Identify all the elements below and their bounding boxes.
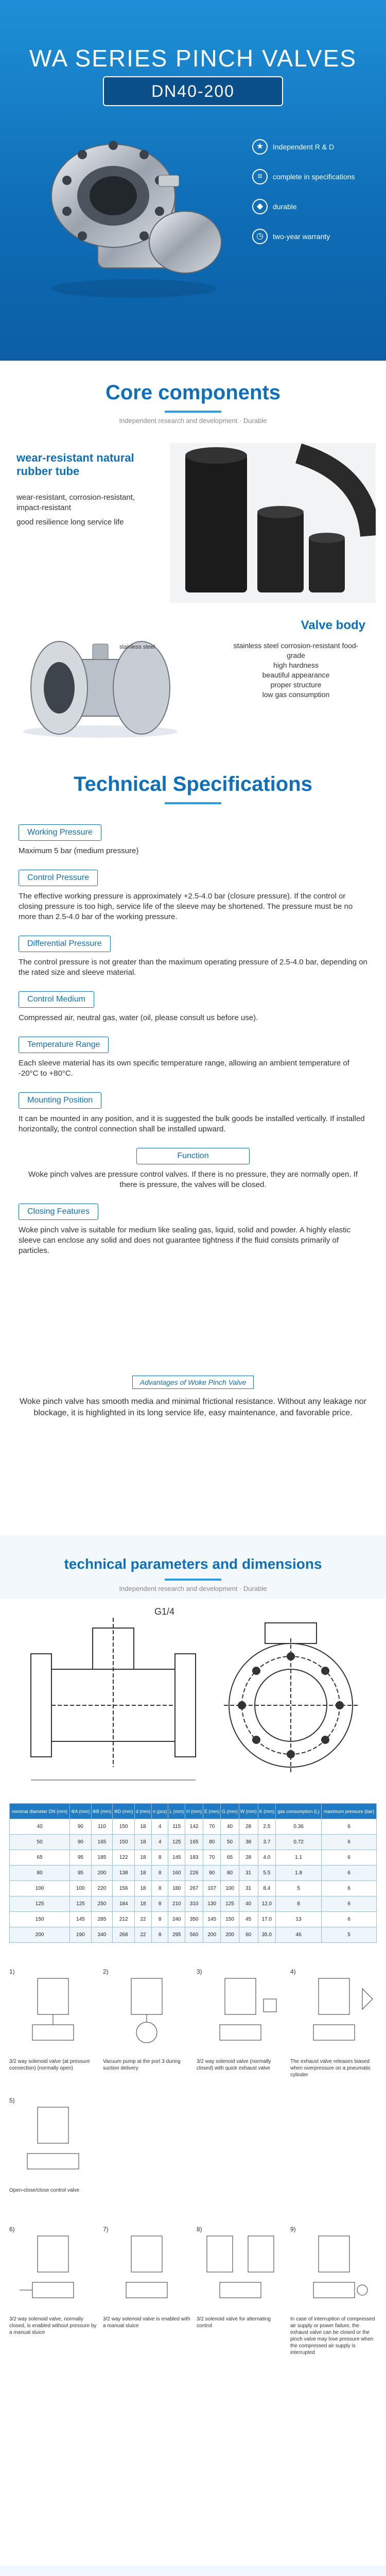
section-title: Core components bbox=[105, 381, 281, 404]
table-cell: 145 bbox=[203, 1912, 221, 1927]
table-cell: 5 bbox=[322, 1927, 377, 1943]
table-cell: 12.0 bbox=[258, 1896, 275, 1912]
body-line: beautiful appearance bbox=[262, 671, 330, 679]
clock-icon: ◷ bbox=[252, 229, 268, 244]
scheme-caption: 3/2 way solenoid valve is enabled with a manual sluice bbox=[103, 2316, 190, 2329]
advantages-box bbox=[19, 1376, 367, 1504]
table-cell: 0.72 bbox=[275, 1835, 321, 1850]
section-subtitle: Independent research and development · Durable bbox=[119, 417, 267, 425]
table-cell: 183 bbox=[185, 1850, 203, 1866]
table-cell: 4.0 bbox=[258, 1850, 275, 1866]
column-header: ΦA (mm) bbox=[70, 1804, 91, 1819]
advantages-text: Woke pinch valve has smooth media and minimal frictional resistance. Without any leakage nor blockage, it is highlighted in its long service life, easy maintenance, and favorable price. bbox=[20, 1397, 366, 1417]
scheme-item bbox=[9, 2226, 97, 2336]
table-cell: 80 bbox=[10, 1866, 70, 1881]
spec-item bbox=[19, 991, 367, 1023]
table-cell: 212 bbox=[113, 1912, 134, 1927]
table-cell: 17.0 bbox=[258, 1912, 275, 1927]
scheme-number: 9) bbox=[290, 2226, 296, 2233]
scheme-diagram bbox=[9, 2226, 97, 2313]
body-line: low gas consumption bbox=[262, 690, 330, 699]
section-heading bbox=[0, 1535, 386, 1599]
feature-label: complete in specifications bbox=[273, 173, 355, 181]
section-heading bbox=[0, 2566, 386, 2576]
table-cell: 6 bbox=[322, 1912, 377, 1927]
body-line: stainless steel corrosion-resistant food-grade bbox=[233, 641, 359, 659]
table-cell: 90 bbox=[203, 1866, 221, 1881]
table-row bbox=[10, 1835, 377, 1850]
table-cell: 18 bbox=[134, 1819, 151, 1835]
table-cell: 180 bbox=[168, 1881, 185, 1896]
spec-tag: Function bbox=[136, 1148, 250, 1164]
table-cell: 145 bbox=[70, 1912, 91, 1927]
table-row bbox=[10, 1881, 377, 1896]
spec-tag: Differential Pressure bbox=[19, 936, 111, 952]
scheme-diagram bbox=[103, 2226, 190, 2313]
troubleshooting-section bbox=[0, 2566, 386, 2576]
table-cell: 1.1 bbox=[275, 1850, 321, 1866]
scheme-item bbox=[197, 2226, 284, 2329]
table-cell: 310 bbox=[185, 1896, 203, 1912]
table-cell: 110 bbox=[91, 1819, 113, 1835]
table-cell: 90 bbox=[70, 1835, 91, 1850]
scheme-caption: The exhaust valve releases biased when overpressure on a pneumatic cylinder bbox=[290, 2059, 371, 2078]
title-underline bbox=[165, 1579, 221, 1581]
spec-item bbox=[19, 870, 367, 922]
scheme-number: 3) bbox=[197, 1968, 202, 1975]
valve-body-title: Valve body bbox=[301, 618, 365, 632]
table-row bbox=[10, 1850, 377, 1866]
scheme-diagram bbox=[290, 1968, 378, 2056]
table-cell: 3.7 bbox=[258, 1835, 275, 1850]
feature-item bbox=[252, 229, 371, 244]
spec-text: Compressed air, neutral gas, water (oil, please consult us before use). bbox=[19, 1013, 258, 1022]
table-cell: 6 bbox=[322, 1866, 377, 1881]
tube-description bbox=[16, 493, 150, 532]
port-label: G1/4 bbox=[154, 1606, 175, 1617]
table-cell: 40 bbox=[239, 1896, 258, 1912]
table-cell: 142 bbox=[185, 1819, 203, 1835]
section-subtitle: Independent research and development · Durable bbox=[119, 1585, 267, 1592]
table-cell: 35.0 bbox=[258, 1927, 275, 1943]
table-cell: 156 bbox=[113, 1881, 134, 1896]
scheme-diagram bbox=[197, 2226, 284, 2313]
scheme-diagram bbox=[9, 2097, 97, 2184]
table-cell: 8 bbox=[152, 1866, 168, 1881]
table-cell: 65 bbox=[221, 1850, 239, 1866]
table-cell: 150 bbox=[113, 1819, 134, 1835]
scheme-caption: In case of interruption of compressed air supply or power failure, the exhaust valve can be closed or the pinch valve may lose pressure when the compressed air supply is interrupted bbox=[290, 2316, 375, 2355]
table-cell: 4 bbox=[152, 1835, 168, 1850]
column-header: d (mm) bbox=[134, 1804, 151, 1819]
rubber-tube-image bbox=[170, 443, 376, 603]
table-cell: 560 bbox=[185, 1927, 203, 1943]
body-line: high hardness bbox=[273, 661, 319, 669]
tech-specs-section bbox=[0, 752, 386, 1535]
table-cell: 18 bbox=[134, 1866, 151, 1881]
table-cell: 5 bbox=[275, 1881, 321, 1896]
table-cell: 5.5 bbox=[258, 1866, 275, 1881]
column-header: W (mm) bbox=[239, 1804, 258, 1819]
table-cell: 200 bbox=[10, 1927, 70, 1943]
feature-item bbox=[252, 139, 371, 155]
scheme-caption: 3/2 way solenoid valve (normally closed) with quick exhaust valve bbox=[197, 2059, 271, 2071]
table-cell: 8 bbox=[152, 1927, 168, 1943]
section-heading bbox=[0, 361, 386, 425]
column-header: nominal diameter DN (mm) bbox=[10, 1804, 70, 1819]
scheme-caption: 3/2 way solenoid valve (at pressure connection) (normally open) bbox=[9, 2059, 90, 2071]
table-row bbox=[10, 1927, 377, 1943]
spec-text: Maximum 5 bar (medium pressure) bbox=[19, 846, 139, 855]
advantages-label: Advantages of Woke Pinch Valve bbox=[132, 1376, 254, 1389]
table-cell: 70 bbox=[203, 1850, 221, 1866]
model-badge: DN40-200 bbox=[103, 76, 283, 106]
table-cell: 200 bbox=[221, 1927, 239, 1943]
scheme-number: 7) bbox=[103, 2226, 109, 2233]
column-header: gas consumption (L) bbox=[275, 1804, 321, 1819]
scheme-number: 8) bbox=[197, 2226, 202, 2233]
spec-tag: Control Medium bbox=[19, 991, 94, 1008]
table-row bbox=[10, 1866, 377, 1881]
control-schemes bbox=[9, 1968, 377, 2535]
spec-text: The control pressure is not greater than the maximum operating pressure of 2.5-4.0 bar, depending on the rated size and sleeve material. bbox=[19, 958, 367, 977]
table-cell: 8 bbox=[275, 1896, 321, 1912]
table-cell: 38 bbox=[239, 1835, 258, 1850]
table-cell: 18 bbox=[134, 1881, 151, 1896]
page-title: WA SERIES PINCH VALVES bbox=[29, 45, 357, 72]
table-cell: 50 bbox=[221, 1835, 239, 1850]
spec-text: The effective working pressure is approximately +2.5-4.0 bar (closure pressure). If the control or closing pressure is too high, service life of the sleeve may be shortened. The pressure must be no more than 2.5-4.0 bar of the working pressure. bbox=[19, 892, 353, 921]
table-cell: 45 bbox=[239, 1912, 258, 1927]
table-row bbox=[10, 1912, 377, 1927]
scheme-item bbox=[9, 1968, 97, 2072]
column-header: E (mm) bbox=[203, 1804, 221, 1819]
table-cell: 95 bbox=[70, 1866, 91, 1881]
spec-item bbox=[19, 1092, 367, 1134]
scheme-diagram bbox=[9, 1968, 97, 2056]
table-cell: 115 bbox=[168, 1819, 185, 1835]
table-cell: 226 bbox=[185, 1866, 203, 1881]
column-header: ΦB (mm) bbox=[91, 1804, 113, 1819]
table-cell: 18 bbox=[134, 1896, 151, 1912]
table-cell: 100 bbox=[70, 1881, 91, 1896]
scheme-item bbox=[290, 1968, 378, 2078]
shield-icon: ◆ bbox=[252, 199, 268, 214]
rubber-tube-block bbox=[0, 443, 386, 603]
scheme-number: 6) bbox=[9, 2226, 15, 2233]
feature-list bbox=[252, 139, 371, 259]
table-cell: 100 bbox=[10, 1881, 70, 1896]
table-cell: 125 bbox=[221, 1896, 239, 1912]
table-cell: 8.4 bbox=[258, 1881, 275, 1896]
table-body bbox=[10, 1819, 377, 1943]
valve-body-description bbox=[226, 641, 365, 700]
spec-tag: Control Pressure bbox=[19, 870, 98, 886]
spec-item bbox=[19, 1037, 367, 1079]
table-cell: 4 bbox=[152, 1819, 168, 1835]
spec-tag: Mounting Position bbox=[19, 1092, 101, 1109]
material-label: stainless steel bbox=[119, 644, 155, 650]
feature-label: durable bbox=[273, 202, 297, 211]
tube-line: good resilience long service life bbox=[16, 518, 124, 527]
spec-text: Each sleeve material has its own specific temperature range, allowing an ambient temperature of -20°C to +80°C. bbox=[19, 1059, 349, 1078]
table-cell: 268 bbox=[113, 1927, 134, 1943]
tube-title: wear-resistant natural rubber tube bbox=[16, 451, 134, 478]
spec-item bbox=[19, 1148, 367, 1190]
table-cell: 50 bbox=[10, 1835, 70, 1850]
table-cell: 13 bbox=[275, 1912, 321, 1927]
scheme-item bbox=[197, 1968, 284, 2072]
table-cell: 6 bbox=[322, 1850, 377, 1866]
spec-text: It can be mounted in any position, and it is suggested the bulk goods be installed vertically. If installed horizontally, the control connection shall be installed upward. bbox=[19, 1114, 365, 1133]
dimension-drawing bbox=[10, 1597, 376, 1798]
spec-item bbox=[19, 936, 367, 978]
table-cell: 240 bbox=[168, 1912, 185, 1927]
scheme-item bbox=[103, 2226, 190, 2329]
spec-text: Woke pinch valves are pressure control valves. If there is no pressure, they are normally open. If there is pressure, the valves will be closed. bbox=[28, 1170, 358, 1189]
table-cell: 28 bbox=[239, 1850, 258, 1866]
table-cell: 138 bbox=[113, 1866, 134, 1881]
table-cell: 22 bbox=[134, 1927, 151, 1943]
table-cell: 40 bbox=[10, 1819, 70, 1835]
table-cell: 200 bbox=[203, 1927, 221, 1943]
table-cell: 18 bbox=[134, 1835, 151, 1850]
table-cell: 0.36 bbox=[275, 1819, 321, 1835]
table-cell: 150 bbox=[10, 1912, 70, 1927]
table-row bbox=[10, 1896, 377, 1912]
table-cell: 80 bbox=[203, 1835, 221, 1850]
table-cell: 18 bbox=[134, 1850, 151, 1866]
table-cell: 60 bbox=[239, 1927, 258, 1943]
table-cell: 1.8 bbox=[275, 1866, 321, 1881]
table-cell: 190 bbox=[70, 1927, 91, 1943]
table-cell: 150 bbox=[221, 1912, 239, 1927]
scheme-number: 1) bbox=[9, 1968, 15, 1975]
feature-item bbox=[252, 199, 371, 214]
table-cell: 200 bbox=[91, 1866, 113, 1881]
column-header: G (mm) bbox=[221, 1804, 239, 1819]
table-cell: 6 bbox=[322, 1881, 377, 1896]
table-header-row bbox=[10, 1804, 377, 1819]
table-cell: 28 bbox=[239, 1819, 258, 1835]
table-cell: 125 bbox=[10, 1896, 70, 1912]
scheme-caption: 3/2 way solenoid valve, normally closed, is enabled without pressure by a manual sluice bbox=[9, 2316, 97, 2335]
body-line: proper structure bbox=[270, 681, 322, 689]
spec-text: Woke pinch valve is suitable for medium like sealing gas, liquid, solid and powder. A highly elastic sleeve can enclose any solid and does not guarantee tightness if the fluid consists primarily of particles. bbox=[19, 1226, 351, 1255]
award-icon: ★ bbox=[252, 139, 268, 155]
scheme-number: 5) bbox=[9, 2097, 15, 2104]
valve-body-image bbox=[10, 613, 190, 742]
table-cell: 130 bbox=[203, 1896, 221, 1912]
table-cell: 210 bbox=[168, 1896, 185, 1912]
scheme-diagram bbox=[290, 2226, 378, 2313]
table-cell: 90 bbox=[70, 1819, 91, 1835]
table-cell: 95 bbox=[70, 1850, 91, 1866]
table-cell: 267 bbox=[185, 1881, 203, 1896]
spec-tag: Working Pressure bbox=[19, 824, 101, 841]
spec-list bbox=[19, 824, 367, 1269]
core-components-section bbox=[0, 361, 386, 752]
table-cell: 8 bbox=[152, 1912, 168, 1927]
feature-label: Independent R & D bbox=[273, 143, 335, 151]
title-underline bbox=[165, 411, 221, 413]
table-cell: 65 bbox=[10, 1850, 70, 1866]
scheme-caption: Vacuum pump at the port 3 during suction delivery bbox=[103, 2059, 181, 2071]
scheme-item bbox=[290, 2226, 378, 2356]
scheme-number: 2) bbox=[103, 1968, 109, 1975]
table-cell: 145 bbox=[168, 1850, 185, 1866]
table-cell: 285 bbox=[91, 1912, 113, 1927]
column-header: maximum pressure (bar) bbox=[322, 1804, 377, 1819]
table-cell: 46 bbox=[275, 1927, 321, 1943]
valve-product-image bbox=[36, 118, 232, 304]
feature-label: two-year warranty bbox=[273, 232, 330, 241]
scheme-diagram bbox=[103, 1968, 190, 2056]
table-cell: 70 bbox=[203, 1819, 221, 1835]
table-cell: 185 bbox=[91, 1850, 113, 1866]
table-cell: 220 bbox=[91, 1881, 113, 1896]
spec-tag: Temperature Range bbox=[19, 1037, 109, 1053]
table-cell: 100 bbox=[221, 1881, 239, 1896]
hero-banner bbox=[0, 0, 386, 361]
section-heading bbox=[0, 752, 386, 804]
table-cell: 160 bbox=[168, 1866, 185, 1881]
column-header: L (mm) bbox=[168, 1804, 185, 1819]
table-cell: 295 bbox=[168, 1927, 185, 1943]
tube-line: wear-resistant, corrosion-resistant, impact-resistant bbox=[16, 493, 135, 512]
column-header: K (mm) bbox=[258, 1804, 275, 1819]
scheme-item bbox=[103, 1968, 190, 2072]
table-cell: 31 bbox=[239, 1866, 258, 1881]
valve-body-block bbox=[0, 608, 386, 747]
section-title: technical parameters and dimensions bbox=[64, 1556, 322, 1572]
spec-item bbox=[19, 824, 367, 856]
title-underline bbox=[165, 802, 221, 804]
table-row bbox=[10, 1819, 377, 1835]
column-header: H (mm) bbox=[185, 1804, 203, 1819]
scheme-caption: Open-close/close control valve bbox=[9, 2188, 80, 2193]
table-cell: 165 bbox=[91, 1835, 113, 1850]
spec-item bbox=[19, 1204, 367, 1256]
params-section bbox=[0, 1535, 386, 2566]
table-cell: 250 bbox=[91, 1896, 113, 1912]
table-cell: 40 bbox=[221, 1819, 239, 1835]
column-header: ΦD (mm) bbox=[113, 1804, 134, 1819]
table-cell: 350 bbox=[185, 1912, 203, 1927]
section-title: Technical Specifications bbox=[74, 773, 312, 795]
table-cell: 80 bbox=[221, 1866, 239, 1881]
scheme-caption: 3/2 solenoid valve for alternating control bbox=[197, 2316, 271, 2329]
table-cell: 340 bbox=[91, 1927, 113, 1943]
table-cell: 125 bbox=[168, 1835, 185, 1850]
table-cell: 31 bbox=[239, 1881, 258, 1896]
table-cell: 6 bbox=[322, 1896, 377, 1912]
table-cell: 6 bbox=[322, 1835, 377, 1850]
parameters-table bbox=[9, 1803, 377, 1943]
table-cell: 2.5 bbox=[258, 1819, 275, 1835]
table-cell: 150 bbox=[113, 1835, 134, 1850]
table-cell: 6 bbox=[322, 1819, 377, 1835]
list-icon: ≡ bbox=[252, 169, 268, 184]
scheme-item bbox=[9, 2097, 97, 2194]
scheme-number: 4) bbox=[290, 1968, 296, 1975]
scheme-diagram bbox=[197, 1968, 284, 2056]
table-cell: 107 bbox=[203, 1881, 221, 1896]
table-cell: 22 bbox=[134, 1912, 151, 1927]
table-cell: 125 bbox=[70, 1896, 91, 1912]
table-cell: 8 bbox=[152, 1850, 168, 1866]
table-cell: 8 bbox=[152, 1881, 168, 1896]
spec-tag: Closing Features bbox=[19, 1204, 98, 1220]
table-cell: 8 bbox=[152, 1896, 168, 1912]
table-cell: 122 bbox=[113, 1850, 134, 1866]
column-header: n (pcs) bbox=[152, 1804, 168, 1819]
table-cell: 184 bbox=[113, 1896, 134, 1912]
table-cell: 165 bbox=[185, 1835, 203, 1850]
feature-item bbox=[252, 169, 371, 184]
